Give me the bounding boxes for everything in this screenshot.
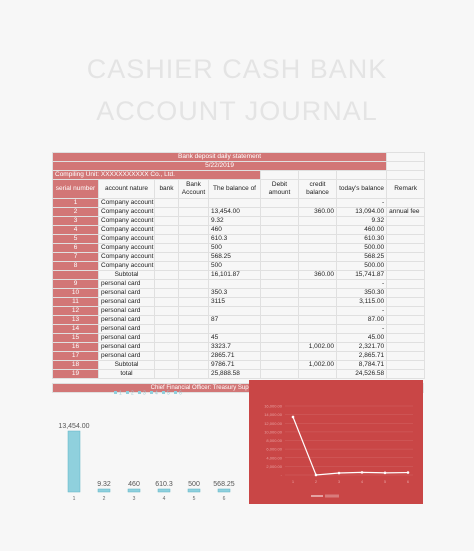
- balance-of-cell: 16,101.87: [209, 271, 261, 280]
- serial-cell: 13: [53, 316, 99, 325]
- remark-cell: [387, 271, 425, 280]
- serial-cell: 14: [53, 325, 99, 334]
- y-tick-label: 16,000.00: [264, 403, 282, 409]
- nature-cell: Company account: [99, 217, 155, 226]
- bank-cell: [155, 361, 179, 370]
- legend-swatch: [138, 391, 141, 394]
- date-row: [53, 162, 425, 171]
- bank-account-cell: [179, 370, 209, 379]
- bank-account-cell: [179, 226, 209, 235]
- bank-account-cell: [179, 289, 209, 298]
- today-cell: 3,115.00: [337, 298, 387, 307]
- table-row: [53, 289, 425, 298]
- serial-cell: 3: [53, 217, 99, 226]
- bar: [188, 489, 200, 492]
- header-row: [53, 180, 425, 199]
- table-row: [53, 307, 425, 316]
- bank-cell: [155, 235, 179, 244]
- legend-swatch: [162, 391, 165, 394]
- x-tick-label: 6: [406, 479, 410, 484]
- bank-account-cell: [179, 316, 209, 325]
- bar: [158, 489, 170, 492]
- debit-cell: [261, 361, 299, 370]
- today-cell: 460.00: [337, 226, 387, 235]
- bank-cell: [155, 370, 179, 379]
- balance-of-cell: 568.25: [209, 253, 261, 262]
- header-bank-account: Bank Account: [179, 180, 209, 199]
- balance-of-cell: 13,454.00: [209, 208, 261, 217]
- legend-label-placeholder: [325, 495, 339, 498]
- remark-cell: [387, 307, 425, 316]
- debit-cell: [261, 226, 299, 235]
- bank-account-cell: [179, 343, 209, 352]
- credit-cell: 360.00: [299, 208, 337, 217]
- bank-account-cell: [179, 262, 209, 271]
- title-line-2: ACCOUNT JOURNAL: [96, 96, 378, 126]
- debit-cell: [261, 316, 299, 325]
- table-row: [53, 361, 425, 370]
- credit-cell: [299, 253, 337, 262]
- legend-label: 5: [167, 390, 170, 397]
- x-tick-label: 3: [337, 479, 341, 484]
- bank-cell: [155, 325, 179, 334]
- y-tick-label: 2,000.00: [266, 463, 282, 469]
- today-cell: 500.00: [337, 262, 387, 271]
- nature-cell: personal card: [99, 343, 155, 352]
- header-credit: credit balance: [299, 180, 337, 199]
- nature-cell: Subtotal: [99, 361, 155, 370]
- nature-cell: Company account: [99, 244, 155, 253]
- nature-cell: Subtotal: [99, 271, 155, 280]
- series-point: [384, 472, 387, 475]
- credit-cell: [299, 307, 337, 316]
- remark-cell: [387, 199, 425, 208]
- remark-cell: [387, 316, 425, 325]
- legend-label: 1: [119, 390, 122, 397]
- bar-chart: [52, 384, 247, 514]
- table-row: [53, 325, 425, 334]
- remark-cell: [387, 217, 425, 226]
- debit-cell: [261, 262, 299, 271]
- nature-cell: total: [99, 370, 155, 379]
- debit-cell: [261, 343, 299, 352]
- remark-cell: [387, 370, 425, 379]
- today-cell: -: [337, 325, 387, 334]
- bar: [218, 489, 230, 492]
- remark-cell: [387, 280, 425, 289]
- credit-cell: 1,002.00: [299, 361, 337, 370]
- debit-cell: [261, 217, 299, 226]
- banner-row: [53, 153, 425, 162]
- remark-cell: annual fee: [387, 208, 425, 217]
- today-cell: 87.00: [337, 316, 387, 325]
- nature-cell: personal card: [99, 352, 155, 361]
- y-tick-label: -: [280, 472, 282, 478]
- x-tick-label: 6: [222, 496, 226, 502]
- y-tick-label: 6,000.00: [266, 446, 282, 452]
- balance-of-cell: 3323.7: [209, 343, 261, 352]
- nature-cell: personal card: [99, 325, 155, 334]
- balance-of-cell: 500: [209, 244, 261, 253]
- today-cell: 2,865.71: [337, 352, 387, 361]
- nature-cell: personal card: [99, 289, 155, 298]
- nature-cell: personal card: [99, 316, 155, 325]
- table-row: [53, 217, 425, 226]
- legend-label: 6: [179, 390, 182, 397]
- y-tick-label: 12,000.00: [264, 420, 282, 426]
- debit-cell: [261, 280, 299, 289]
- serial-cell: 10: [53, 289, 99, 298]
- bank-cell: [155, 316, 179, 325]
- header-today: today's balance: [337, 180, 387, 199]
- today-cell: 45.00: [337, 334, 387, 343]
- table-row: [53, 298, 425, 307]
- compiling-row: [53, 171, 425, 180]
- today-cell: 24,526.58: [337, 370, 387, 379]
- credit-cell: [299, 289, 337, 298]
- debit-cell: [261, 253, 299, 262]
- header-nature: account nature: [99, 180, 155, 199]
- bar: [128, 489, 140, 492]
- journal-sheet: [52, 152, 424, 393]
- balance-of-cell: 2865.71: [209, 352, 261, 361]
- balance-of-cell: 25,888.58: [209, 370, 261, 379]
- balance-of-cell: 350.3: [209, 289, 261, 298]
- credit-cell: [299, 217, 337, 226]
- debit-cell: [261, 244, 299, 253]
- credit-cell: [299, 334, 337, 343]
- table-row: [53, 352, 425, 361]
- serial-cell: 8: [53, 262, 99, 271]
- legend-label: 2: [131, 390, 134, 397]
- credit-cell: [299, 280, 337, 289]
- title-line-1: CASHIER CASH BANK: [86, 54, 388, 84]
- credit-cell: [299, 199, 337, 208]
- table-row: [53, 226, 425, 235]
- bank-cell: [155, 289, 179, 298]
- y-tick-label: 10,000.00: [264, 429, 282, 435]
- signature-line: Chief Financial Officer: Treasury Supervisor: Accountant: Cashier:: [53, 384, 424, 393]
- bank-cell: [155, 262, 179, 271]
- bank-cell: [155, 343, 179, 352]
- bank-cell: [155, 307, 179, 316]
- bank-cell: [155, 208, 179, 217]
- x-tick-label: 5: [192, 496, 196, 502]
- remark-cell: [387, 334, 425, 343]
- table-row: [53, 262, 425, 271]
- credit-cell: [299, 244, 337, 253]
- bank-account-cell: [179, 298, 209, 307]
- bank-cell: [155, 226, 179, 235]
- credit-cell: [299, 298, 337, 307]
- serial-cell: 6: [53, 244, 99, 253]
- table-row: [53, 235, 425, 244]
- bank-account-cell: [179, 334, 209, 343]
- table-row: [53, 370, 425, 379]
- bank-cell: [155, 352, 179, 361]
- x-tick-label: 2: [314, 479, 318, 484]
- bank-cell: [155, 199, 179, 208]
- legend-swatch: [174, 391, 177, 394]
- bank-account-cell: [179, 253, 209, 262]
- balance-of-cell: [209, 307, 261, 316]
- header-debit: Debit amount: [261, 180, 299, 199]
- serial-cell: 4: [53, 226, 99, 235]
- bank-account-cell: [179, 199, 209, 208]
- credit-cell: [299, 316, 337, 325]
- journal-table: [52, 152, 425, 379]
- debit-cell: [261, 334, 299, 343]
- banner-cell: Bank deposit daily statement: [53, 153, 387, 162]
- credit-cell: [299, 325, 337, 334]
- remark-cell: [387, 235, 425, 244]
- credit-cell: 360.00: [299, 271, 337, 280]
- bank-cell: [155, 271, 179, 280]
- x-tick-label: 4: [162, 496, 166, 502]
- y-tick-label: 14,000.00: [264, 412, 282, 418]
- serial-cell: 11: [53, 298, 99, 307]
- x-tick-label: 1: [72, 496, 76, 502]
- balance-of-cell: [209, 325, 261, 334]
- today-cell: 13,094.00: [337, 208, 387, 217]
- remark-cell: [387, 226, 425, 235]
- table-row: [53, 199, 425, 208]
- compiling-unit: Compiling Unit: XXXXXXXXXXX Co., Ltd.: [53, 171, 261, 180]
- serial-cell: 7: [53, 253, 99, 262]
- today-cell: -: [337, 280, 387, 289]
- serial-cell: 1: [53, 199, 99, 208]
- balance-of-cell: 87: [209, 316, 261, 325]
- serial-cell: 12: [53, 307, 99, 316]
- balance-of-cell: 45: [209, 334, 261, 343]
- bank-account-cell: [179, 271, 209, 280]
- bank-account-cell: [179, 280, 209, 289]
- nature-cell: personal card: [99, 334, 155, 343]
- today-cell: 2,321.70: [337, 343, 387, 352]
- nature-cell: personal card: [99, 298, 155, 307]
- remark-cell: [387, 262, 425, 271]
- today-cell: -: [337, 199, 387, 208]
- balance-of-cell: 9786.71: [209, 361, 261, 370]
- debit-cell: [261, 352, 299, 361]
- nature-cell: Company account: [99, 226, 155, 235]
- debit-cell: [261, 325, 299, 334]
- nature-cell: Company account: [99, 199, 155, 208]
- credit-cell: [299, 235, 337, 244]
- legend-label: 4: [155, 390, 158, 397]
- x-tick-label: 5: [383, 479, 387, 484]
- bank-account-cell: [179, 352, 209, 361]
- debit-cell: [261, 208, 299, 217]
- debit-cell: [261, 298, 299, 307]
- bar-data-label: 460: [128, 481, 140, 488]
- table-row: [53, 334, 425, 343]
- bank-cell: [155, 334, 179, 343]
- nature-cell: personal card: [99, 307, 155, 316]
- bar-data-label: 568.25: [213, 481, 235, 488]
- remark-cell: [387, 244, 425, 253]
- balance-of-cell: 3115: [209, 298, 261, 307]
- serial-cell: [53, 271, 99, 280]
- series-point: [315, 474, 318, 477]
- table-row: [53, 280, 425, 289]
- serial-cell: 16: [53, 343, 99, 352]
- bank-account-cell: [179, 307, 209, 316]
- header-serial: serial number: [53, 180, 99, 199]
- bar: [68, 431, 80, 492]
- bar: [98, 489, 110, 492]
- page-title: [0, 48, 474, 132]
- nature-cell: Company account: [99, 208, 155, 217]
- remark-cell: [387, 253, 425, 262]
- debit-cell: [261, 199, 299, 208]
- serial-cell: 9: [53, 280, 99, 289]
- bank-account-cell: [179, 217, 209, 226]
- legend-swatch: [114, 391, 117, 394]
- today-cell: -: [337, 307, 387, 316]
- table-row: [53, 316, 425, 325]
- header-balance-of: The balance of: [209, 180, 261, 199]
- today-cell: 9.32: [337, 217, 387, 226]
- bank-account-cell: [179, 244, 209, 253]
- debit-cell: [261, 307, 299, 316]
- today-cell: 350.30: [337, 289, 387, 298]
- table-row: [53, 343, 425, 352]
- nature-cell: Company account: [99, 253, 155, 262]
- remark-cell: [387, 343, 425, 352]
- nature-cell: Company account: [99, 235, 155, 244]
- series-point: [292, 416, 295, 419]
- debit-cell: [261, 271, 299, 280]
- debit-cell: [261, 289, 299, 298]
- balance-of-cell: 460: [209, 226, 261, 235]
- credit-cell: [299, 370, 337, 379]
- debit-cell: [261, 370, 299, 379]
- header-remark: Remark: [387, 180, 425, 199]
- y-tick-label: 4,000.00: [266, 455, 282, 461]
- bank-cell: [155, 244, 179, 253]
- today-cell: 610.30: [337, 235, 387, 244]
- legend-swatch: [150, 391, 153, 394]
- bar-data-label: 500: [188, 481, 200, 488]
- serial-cell: 18: [53, 361, 99, 370]
- balance-of-cell: 610.3: [209, 235, 261, 244]
- bank-cell: [155, 298, 179, 307]
- remark-cell: [387, 298, 425, 307]
- bank-account-cell: [179, 325, 209, 334]
- bank-cell: [155, 280, 179, 289]
- legend-swatch: [126, 391, 129, 394]
- today-cell: 500.00: [337, 244, 387, 253]
- x-tick-label: 1: [291, 479, 295, 484]
- bank-account-cell: [179, 361, 209, 370]
- remark-cell: [387, 325, 425, 334]
- balance-of-cell: [209, 280, 261, 289]
- today-cell: 8,784.71: [337, 361, 387, 370]
- bar-data-label: 610.3: [155, 481, 173, 488]
- header-bank: bank: [155, 180, 179, 199]
- credit-cell: [299, 352, 337, 361]
- credit-cell: [299, 226, 337, 235]
- credit-cell: 1,002.00: [299, 343, 337, 352]
- bank-account-cell: [179, 208, 209, 217]
- x-tick-label: 3: [132, 496, 136, 502]
- balance-of-cell: 9.32: [209, 217, 261, 226]
- nature-cell: Company account: [99, 262, 155, 271]
- bar-data-label: 9.32: [97, 481, 111, 488]
- today-cell: 15,741.87: [337, 271, 387, 280]
- serial-cell: 17: [53, 352, 99, 361]
- date-cell: 5/22/2019: [53, 162, 387, 171]
- bar-data-label: 13,454.00: [58, 423, 90, 431]
- legend-label: 3: [143, 390, 146, 397]
- table-row: [53, 208, 425, 217]
- table-row: [53, 244, 425, 253]
- balance-of-cell: 500: [209, 262, 261, 271]
- balance-of-cell: [209, 199, 261, 208]
- series-point: [407, 471, 410, 474]
- today-cell: 568.25: [337, 253, 387, 262]
- bank-cell: [155, 217, 179, 226]
- y-tick-label: 8,000.00: [266, 438, 282, 443]
- x-tick-label: 4: [360, 479, 364, 484]
- table-row: [53, 253, 425, 262]
- table-row: [53, 271, 425, 280]
- remark-cell: [387, 352, 425, 361]
- nature-cell: personal card: [99, 280, 155, 289]
- series-point: [361, 471, 364, 474]
- serial-cell: 15: [53, 334, 99, 343]
- remark-cell: [387, 289, 425, 298]
- serial-cell: 5: [53, 235, 99, 244]
- serial-cell: 2: [53, 208, 99, 217]
- series-point: [338, 472, 341, 475]
- x-tick-label: 2: [102, 496, 106, 502]
- debit-cell: [261, 235, 299, 244]
- credit-cell: [299, 262, 337, 271]
- serial-cell: 19: [53, 370, 99, 379]
- bank-account-cell: [179, 235, 209, 244]
- bank-cell: [155, 253, 179, 262]
- remark-cell: [387, 361, 425, 370]
- line-chart: [249, 380, 423, 504]
